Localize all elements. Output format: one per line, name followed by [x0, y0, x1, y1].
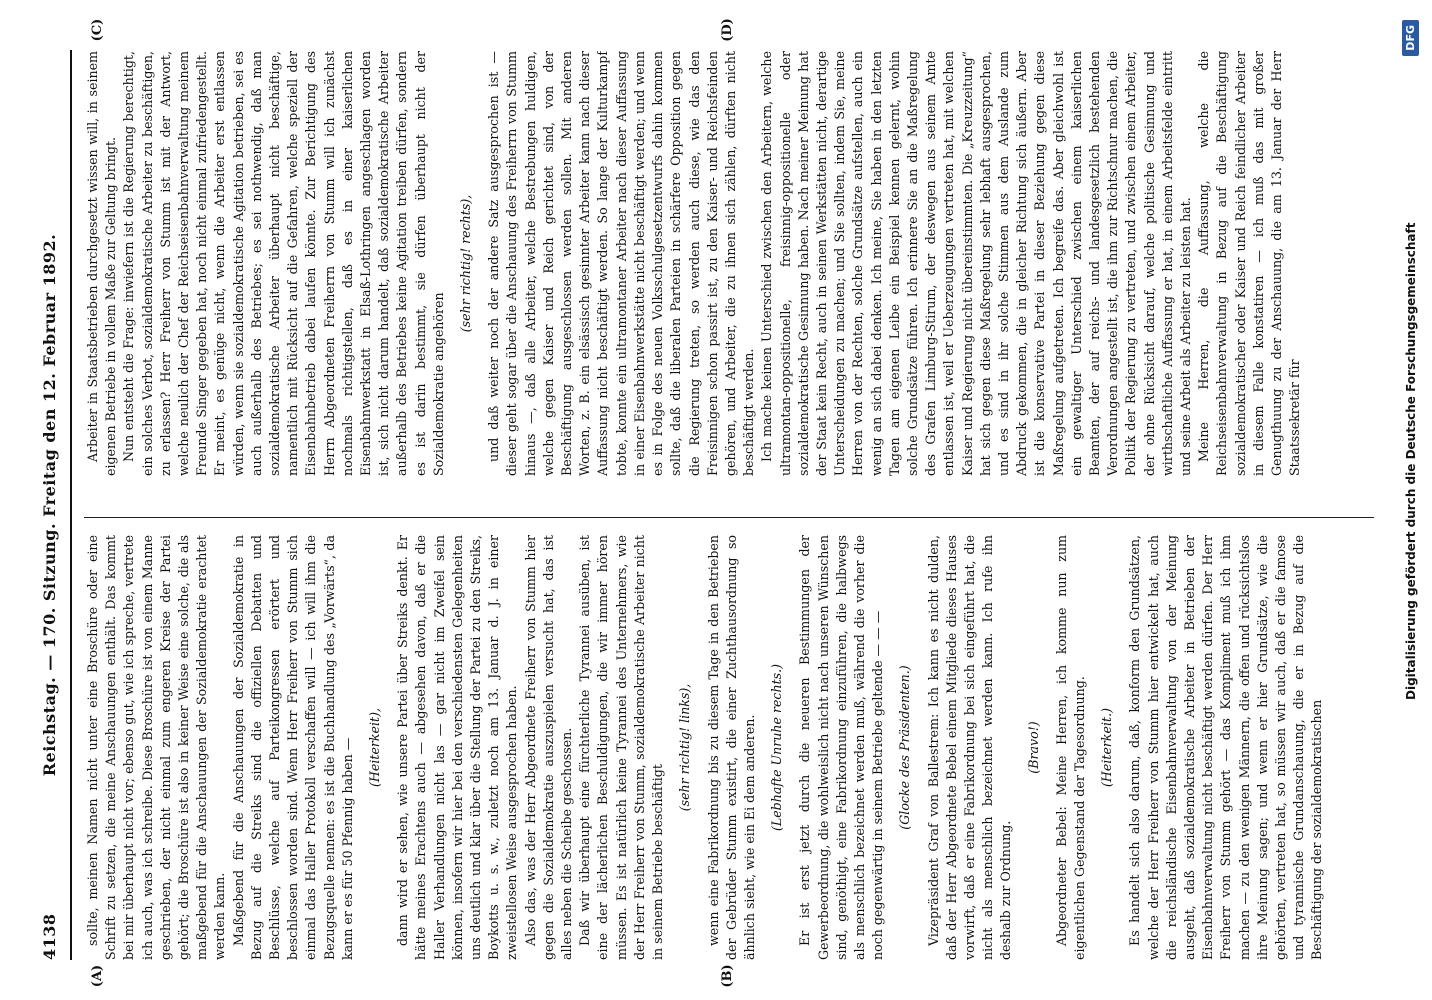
running-title: Reichstag. — 170. Sitzung. Freitag den 12. Februar 1892. [40, 233, 59, 777]
header-rule [70, 50, 72, 960]
paragraph: Arbeiter in Staatsbetrieben durchgesetzt wissen will, in seinem eigenen Betriebe in vollem Maße zur Geltung bringt. [85, 51, 119, 476]
paragraph: Meine Herren, die Auffassung, welche die Reichseisenbahnverwaltung in Bezug auf die Beschäftigung sozialdemokratischer oder Kaiser und Reich feindlicher Arbeiter in diesem Falle konstatiren — ich muß das mit großer Genugthuung zu der Anschauung, die am 13. Januar der Herr Staatssekretär für [1196, 51, 1303, 476]
left-column [84, 535, 1374, 960]
page-header [40, 50, 66, 960]
stage-direction: (Heiterkeit), [367, 708, 383, 787]
stage-direction: (Glocke des Präsidenten.) [897, 665, 913, 830]
paragraph: Es handelt sich also darum, daß, konform den Grundsätzen, welche der Herr Freiherr von Stumm hier entwickelt hat, auch die reichsländische Eisenbahnverwaltung von der Meinung ausgeht, daß sozialdemokratische Arbeiter in Betrieben der Eisenbahnverwaltung nicht beschäftigt werden dürfen. Der Herr Freiherr von Stumm gehört — das Kompliment muß ich ihm machen — zu den wenigen Männern, die offen und rücksichtslos ihre Meinung sagen; und wenn er hier Grundsätze, wie die gehörten, vertreten hat, so müssen wir auch, daß er die famose und tyrannische Grundanschauung, die er in Bezug auf die Beschäftigung der sozialdemokratischen [1127, 535, 1325, 960]
paragraph: Maßgebend für die Anschauungen der Sozialdemokratie in Bezug auf die Streiks sind die offiziellen Debatten und Beschlüsse, welche auf Parteikongressen erörtert und beschlossen worden sind. Wenn Herr Freiherr von Stumm sich einmal das Haller Protokoll verschaffen will — ich will ihm die Bezugsquelle nennen: es ist die Buchhandlung des „Vorwärts“, da kann er es für 50 Pfennig haben — [230, 535, 355, 960]
paragraph: Also das, was der Herr Abgeordnete Freiherr von Stumm hier gegen die Sozialdemokratie auszuspielen versucht hat, das ist alles neben die Scheibe geschossen. [522, 535, 575, 960]
dfg-logo: DFG [1402, 20, 1419, 56]
paragraph: Vizepräsident Graf von Ballestrem: Ich kann es nicht dulden, daß der Herr Abgeordnete Bebel einem Mitgliede dieses Hauses vorwirft, daß er eine Fabrikordnung bei sich eingeführt hat, die nicht als menschlich bezeichnet werden kann. Ich rufe ihn deshalb zur Ordnung. [925, 535, 1014, 960]
stage-direction: (sehr richtig! rechts), [458, 194, 474, 333]
page-footer [1402, 25, 1424, 700]
column-divider [84, 517, 1374, 518]
stage-direction: (sehr richtig! links), [677, 683, 693, 812]
stage-direction: (Bravo!) [1025, 721, 1041, 774]
paragraph: sollte, meinen Namen nicht unter eine Broschüre oder eine Schrift zu setzen, die meine Anschauungen enthält. Das kommt bei mir überhaupt nicht vor; ebenso gut, wie ich spreche, vertrete ich auch, was ich schreibe. Diese Broschüre ist von einem Manne geschrieben, der nicht einmal zum engeren Kreise der Partei gehört; die Broschüre ist also in keiner Weise eine solche, die als maßgebend für die Anschauungen der Sozialdemokratie erachtet werden kann. [85, 535, 228, 960]
stage-direction: (Lebhafte Unruhe rechts.) [769, 663, 785, 832]
stage-direction: (Heiterkeit.) [1099, 708, 1115, 787]
margin-marker-d: (D) [720, 18, 735, 42]
paragraph: wenn eine Fabrikordnung bis zu diesem Tage in den Betrieben der Gebrüder Stumm existirt, die einer Zuchthausordnung so ähnlich sieht, wie ein Ei dem anderen. [705, 535, 757, 960]
paragraph: und daß weiter noch der andere Satz ausgesprochen ist — dieser geht sogar über die Anschauung des Freiherrn von Stumm hinaus —, daß alle Arbeiter, welche Bestrebungen huldigen, welche gegen Kaiser und Reich gerichtet sind, von der Beschäftigung ausgeschlossen werden sollen. Mit anderen Worten, z. B. ein elsässisch gesinnter Arbeiter kann nach dieser Auffassung nicht beschäftigt werden. So lange der Kulturkampf tobte, konnte ein ultramontaner Arbeiter nach dieser Auffassung in einer Eisenbahnwerkstätte nicht beschäftigt werden; und wenn es in Folge des neuen Volksschulgesetzentwurfs dahin kommen sollte, daß die liberalen Parteien in schärfere Opposition gegen die Regierung treten, so werden auch diese, wie das den Freisinnigen schon passirt ist, zu den Kaiser- und Reichsfeinden gehören, und Arbeiter, die zu ihnen sich zählen, dürften nicht beschäftigt werden. [486, 51, 757, 476]
paragraph: Er ist erst jetzt durch die neueren Bestimmungen der Gewerbeordnung, die wohlweislich nicht nach unseren Wünschen sind, genöthigt, eine Fabrikordnung einzuführen, die halbwegs als menschlich bezeichnet werden muß, während die vorher die noch gegenwärtig in seinem Betriebe geltende — — — [797, 535, 886, 960]
digitization-credit: Digitalisierung gefördert durch die Deutsche Forschungsgemeinschaft [1404, 222, 1418, 700]
margin-marker-b: (B) [720, 964, 735, 988]
page-number-left: 4138 [40, 913, 59, 960]
paragraph: Nun entsteht die Frage: inwiefern ist die Regierung berechtigt, ein solches Verbot, sozialdemokratische Arbeiter zu beschäftigen, zu erlassen? Herr Freiherr von Stumm ist mit der Antwort, welche neulich der Chef der Reichseisenbahnverwaltung meinem Freunde Singer gegeben hat, noch nicht einmal zufriedengestellt. Er meint, es genüge nicht, wenn die Arbeiter erst entlassen würden, wenn sie sozialdemokratische Agitation betrieben, sei es auch außerhalb des Betriebes; es sei nothwendig, daß man sozialdemokratische Arbeiter überhaupt nicht beschäftige, namentlich mit Rücksicht auf die Gefahren, welche speziell der Eisenbahnbetrieb dabei laufen könnte. Zur Berichtigung des Herrn Abgeordneten Freiherrn von Stumm will ich zunächst nochmals richtigstellen, daß es in einer kaiserlichen Eisenbahnwerkstatt in Elsaß-Lothringen angeschlagen worden ist, sich nicht darum handelt, daß sozialdemokratische Arbeiter außerhalb des Betriebes keine Agitation treiben dürfen, sondern es ist darin bestimmt, sie dürfen überhaupt nicht der Sozialdemokratie angehören [121, 51, 446, 476]
margin-marker-a: (A) [90, 964, 105, 988]
margin-marker-c: (C) [90, 18, 105, 42]
paragraph: Abgeordneter Bebel: Meine Herren, ich komme nun zum eigentlichen Gegenstand der Tagesordnung. [1053, 535, 1087, 960]
paragraph: Ich mache keinen Unterschied zwischen den Arbeitern, welche ultramontan-oppositionelle, freisinnig-oppositionelle oder sozialdemokratische Gesinnung haben. Nach meiner Meinung hat der Staat kein Recht, auch in seinen Werkstätten nicht, derartige Unterscheidungen zu machen; und Sie sollten, indem Sie, meine Herren von der Rechten, solche Grundsätze aufstellen, auch ein wenig an sich dabei denken. Ich meine, Sie haben in den letzten Tagen am eigenen Leibe ein Beispiel kennen gelernt, wohin solche Grundsätze führen. Ich erinnere Sie an die Maßregelung des Grafen Limburg-Stirum, der deswegen aus seinem Amte entlassen ist, weil er Ueberzeugungen vertreten hat, mit welchen Kaiser und Regierung nicht übereinstimmten. Die „Kreuzzeitung“ hat sich gegen diese Maßregelung sehr lebhaft ausgesprochen, und es sind in ihr solche Stimmen aus dem Auslande zum Abdruck gekommen, die in gleicher Richtung sich äußern. Aber ist die konservative Partei in dieser Beziehung gegen diese Maßregelung aufgetreten. Ich begreife das. Aber gleichwohl ist ein gewaltiger Unterschied zwischen einem kaiserlichen Beamten, der auf reichs- und landesgesetzlich bestehenden Verordnungen angestellt ist, die ihm zur Richtschnur machen, die Politik der Regierung zu vertreten, und zwischen einem Arbeiter, der ohne Rücksicht darauf, welche politische Gesinnung und wirthschaftliche Auffassung er hat, in einem Arbeitsfelde eintritt und seine Arbeit als Arbeiter zu leisten hat. [759, 51, 1193, 476]
paragraph: Daß wir überhaupt eine fürchterliche Tyrannei ausüben, ist eine der lächerlichen Beschuldigungen, die wir immer hören müssen. Es ist natürlich keine Tyrannei des Unternehmers, wie der Herr Freiherr von Stumm, sozialdemokratische Arbeiter nicht in seinem Betriebe beschäftigt [577, 535, 666, 960]
paragraph: dann wird er sehen, wie unsere Partei über Streiks denkt. Er hätte meines Erachtens auch — abgesehen davon, daß er die Haller Verhandlungen nicht las — gar nicht im Zweifel sein können, insofern wir hier bei den verschiedensten Gelegenheiten uns deutlich und klar über die Stellung der Partei zu den Streiks, Boykotts u. s. w., zuletzt noch am 13. Januar d. J. in einer zweistellosen Weise ausgesprochen haben. [395, 535, 520, 960]
right-column [84, 51, 1374, 476]
